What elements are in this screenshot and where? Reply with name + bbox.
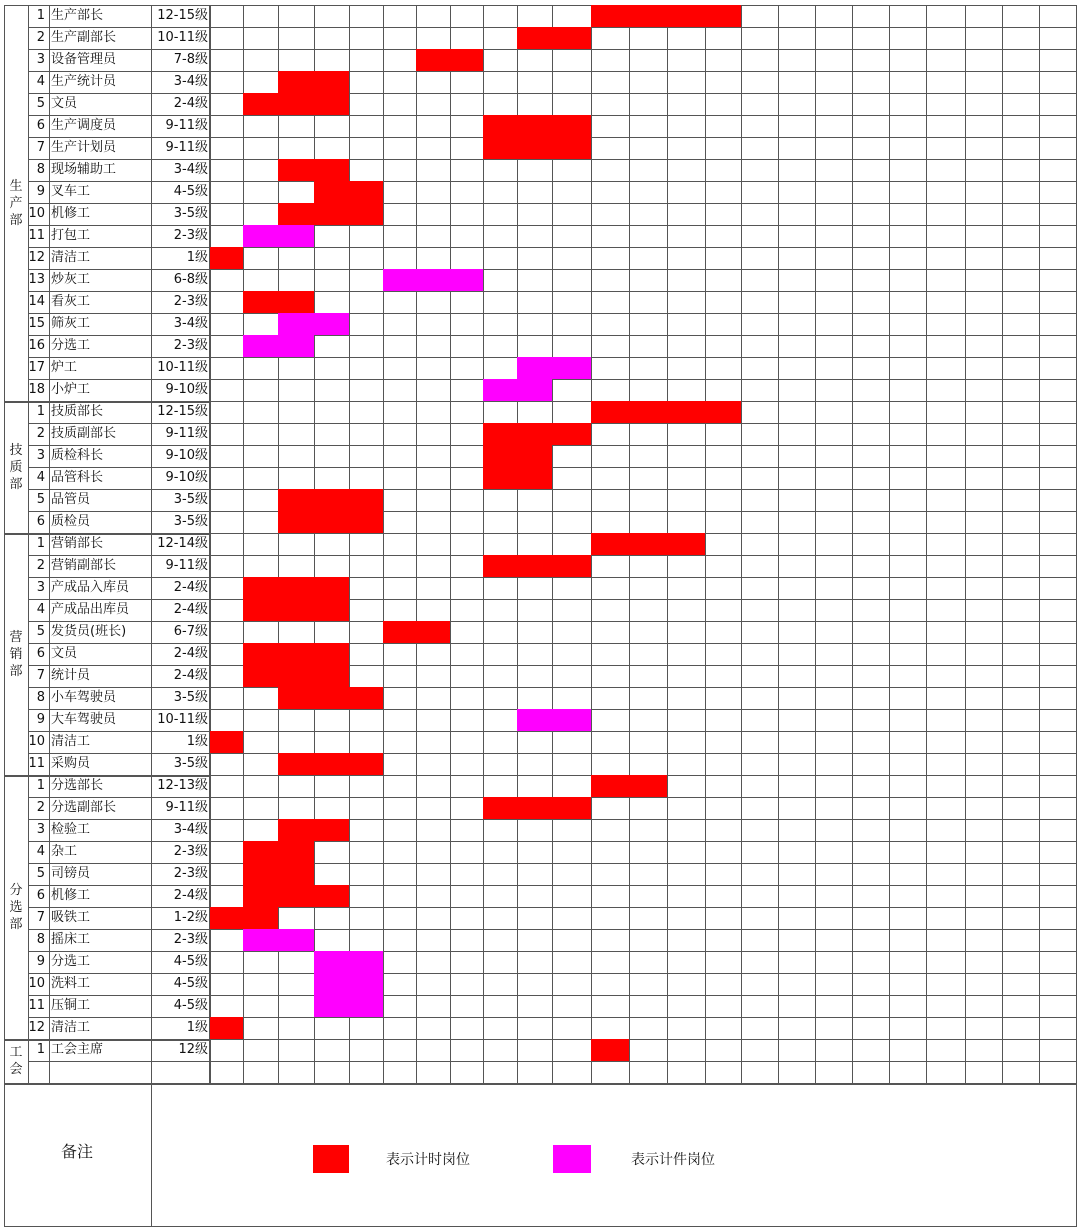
timed-position-cell xyxy=(210,907,278,929)
row-number: 7 xyxy=(36,910,45,925)
grade-range: 3-5级 xyxy=(173,514,208,529)
timed-position-cell xyxy=(243,863,314,885)
timed-position-cell xyxy=(483,445,552,467)
department-label xyxy=(4,533,28,775)
grade-range: 3-5级 xyxy=(173,206,208,221)
timed-position-cell xyxy=(483,555,591,577)
grade-range: 4-5级 xyxy=(173,184,208,199)
grade-range: 12-13级 xyxy=(157,778,208,793)
position-name: 生产部长 xyxy=(51,8,104,23)
timed-position-cell xyxy=(483,467,552,489)
row-number: 5 xyxy=(36,866,45,881)
legend-swatch-timed xyxy=(313,1145,349,1173)
grade-range: 2-4级 xyxy=(173,602,208,617)
grid-line xyxy=(349,5,350,1083)
position-name: 洗料工 xyxy=(51,976,91,991)
position-name: 统计员 xyxy=(51,668,91,683)
timed-position-cell xyxy=(591,1039,629,1061)
row-number: 5 xyxy=(36,96,45,111)
position-name: 大车驾驶员 xyxy=(51,712,117,727)
grade-range: 2-4级 xyxy=(173,646,208,661)
grid-line xyxy=(926,5,927,1083)
row-number: 1 xyxy=(36,8,45,23)
grade-range: 3-5级 xyxy=(173,756,208,771)
timed-position-cell xyxy=(278,819,349,841)
grid-line xyxy=(1039,5,1040,1083)
grade-range: 2-3级 xyxy=(173,932,208,947)
position-name: 工会主席 xyxy=(51,1042,104,1057)
position-name: 文员 xyxy=(51,96,78,111)
position-name: 技质副部长 xyxy=(51,426,117,441)
position-name: 生产统计员 xyxy=(51,74,117,89)
grade-range: 3-5级 xyxy=(173,690,208,705)
grade-range: 12级 xyxy=(178,1042,208,1057)
grid-line xyxy=(889,5,890,1083)
grade-range: 2-4级 xyxy=(173,580,208,595)
position-name: 生产计划员 xyxy=(51,140,117,155)
row-number: 6 xyxy=(36,118,45,133)
timed-position-cell xyxy=(383,621,450,643)
piece-position-cell xyxy=(314,995,383,1017)
row-number: 12 xyxy=(28,1020,45,1035)
timed-position-cell xyxy=(210,247,243,269)
timed-position-cell xyxy=(243,291,314,313)
timed-position-cell xyxy=(243,93,349,115)
position-name: 分选工 xyxy=(51,338,91,353)
piece-position-cell xyxy=(243,335,314,357)
row-number: 18 xyxy=(28,382,45,397)
grade-range: 10-11级 xyxy=(157,360,208,375)
timed-position-cell xyxy=(243,841,314,863)
timed-position-cell xyxy=(243,643,349,665)
position-name: 小车驾驶员 xyxy=(51,690,117,705)
grid-line xyxy=(1002,5,1003,1083)
position-name: 吸铁工 xyxy=(51,910,91,925)
position-name: 设备管理员 xyxy=(51,52,117,67)
position-name: 发货员(班长) xyxy=(51,624,127,639)
department-label xyxy=(4,401,28,533)
position-name: 营销部长 xyxy=(51,536,104,551)
position-name: 司镑员 xyxy=(51,866,91,881)
piece-position-cell xyxy=(314,973,383,995)
timed-position-cell xyxy=(278,489,383,511)
row-number: 6 xyxy=(36,888,45,903)
piece-position-cell xyxy=(383,269,483,291)
timed-position-cell xyxy=(278,511,383,533)
piece-position-cell xyxy=(314,951,383,973)
legend-swatch-piece xyxy=(553,1145,591,1173)
grid-line xyxy=(852,5,853,1083)
timed-position-cell xyxy=(483,137,591,159)
row-number: 1 xyxy=(36,536,45,551)
row-number: 13 xyxy=(28,272,45,287)
grade-range: 10-11级 xyxy=(157,712,208,727)
legend-text-timed: 表示计时岗位 xyxy=(386,1152,470,1168)
grade-range: 9-10级 xyxy=(165,470,208,485)
row-number: 2 xyxy=(36,30,45,45)
grade-range: 4-5级 xyxy=(173,954,208,969)
grade-range: 2-4级 xyxy=(173,96,208,111)
row-number: 11 xyxy=(28,998,45,1013)
grade-range: 2-3级 xyxy=(173,228,208,243)
row-number: 10 xyxy=(28,734,45,749)
row-number: 2 xyxy=(36,426,45,441)
position-name: 机修工 xyxy=(51,888,91,903)
position-name xyxy=(49,1061,151,1083)
piece-position-cell xyxy=(483,379,552,401)
row-number: 4 xyxy=(36,844,45,859)
grade-range: 7-8级 xyxy=(173,52,208,67)
position-name: 生产调度员 xyxy=(51,118,117,133)
grade-range: 12-14级 xyxy=(157,536,208,551)
grade-range: 2-4级 xyxy=(173,888,208,903)
piece-position-cell xyxy=(517,709,591,731)
position-name: 品管科长 xyxy=(51,470,104,485)
row-number: 8 xyxy=(36,690,45,705)
grade-range: 1级 xyxy=(186,734,208,749)
position-name: 叉车工 xyxy=(51,184,91,199)
row-number: 14 xyxy=(28,294,45,309)
grade-range: 3-5级 xyxy=(173,492,208,507)
position-name: 产成品出库员 xyxy=(51,602,130,617)
timed-position-cell xyxy=(243,665,349,687)
timed-position-cell xyxy=(210,1017,243,1039)
grid-line xyxy=(517,5,518,1083)
row-number: 7 xyxy=(36,668,45,683)
position-name: 小炉工 xyxy=(51,382,91,397)
position-name: 质检员 xyxy=(51,514,91,529)
row-number: 8 xyxy=(36,162,45,177)
grid-line xyxy=(552,5,553,1083)
row-number: 3 xyxy=(36,822,45,837)
row-number: 3 xyxy=(36,52,45,67)
grade-range: 2-3级 xyxy=(173,294,208,309)
position-name: 清洁工 xyxy=(51,1020,91,1035)
row-number: 6 xyxy=(36,514,45,529)
row-number: 8 xyxy=(36,932,45,947)
row-number: 3 xyxy=(36,580,45,595)
row-number: 3 xyxy=(36,448,45,463)
timed-position-cell xyxy=(243,599,349,621)
grade-range: 3-4级 xyxy=(173,316,208,331)
row-number: 2 xyxy=(36,800,45,815)
row-number: 5 xyxy=(36,492,45,507)
position-name: 炉工 xyxy=(51,360,78,375)
position-name: 机修工 xyxy=(51,206,91,221)
row-number: 7 xyxy=(36,140,45,155)
row-number: 11 xyxy=(28,756,45,771)
timed-position-cell xyxy=(243,577,349,599)
grade-range: 12-15级 xyxy=(157,8,208,23)
position-name: 分选部长 xyxy=(51,778,104,793)
timed-position-cell xyxy=(517,27,591,49)
row-number: 5 xyxy=(36,624,45,639)
position-name: 分选工 xyxy=(51,954,91,969)
timed-position-cell xyxy=(483,115,591,137)
timed-position-cell xyxy=(483,423,591,445)
row-number: 4 xyxy=(36,74,45,89)
grid-line xyxy=(778,5,779,1083)
grade-range: 3-4级 xyxy=(173,162,208,177)
department-name: 分选部 xyxy=(9,882,23,932)
grade-range xyxy=(151,1061,210,1083)
timed-position-cell xyxy=(278,753,383,775)
position-name: 炒灰工 xyxy=(51,272,91,287)
position-name: 分选副部长 xyxy=(51,800,117,815)
timed-position-cell xyxy=(416,49,483,71)
row-number: 1 xyxy=(36,1042,45,1057)
grade-range: 9-10级 xyxy=(165,382,208,397)
grid-line xyxy=(383,5,384,1083)
piece-position-cell xyxy=(517,357,591,379)
position-name: 品管员 xyxy=(51,492,91,507)
row-number: 11 xyxy=(28,228,45,243)
position-name: 生产副部长 xyxy=(51,30,117,45)
grade-range: 9-11级 xyxy=(165,426,208,441)
position-name: 清洁工 xyxy=(51,734,91,749)
department-name: 营销部 xyxy=(9,629,23,679)
grade-range: 6-7级 xyxy=(173,624,208,639)
grid-line xyxy=(483,5,484,1083)
grade-range: 1-2级 xyxy=(173,910,208,925)
position-name: 现场辅助工 xyxy=(51,162,117,177)
position-name: 营销副部长 xyxy=(51,558,117,573)
grade-range: 3-4级 xyxy=(173,822,208,837)
grade-range: 9-11级 xyxy=(165,558,208,573)
grid-line xyxy=(416,5,417,1083)
grade-range: 3-4级 xyxy=(173,74,208,89)
row-number: 10 xyxy=(28,976,45,991)
grade-range: 6-8级 xyxy=(173,272,208,287)
grid-line xyxy=(705,5,706,1083)
row-number: 4 xyxy=(36,470,45,485)
position-name: 文员 xyxy=(51,646,78,661)
row-number: 9 xyxy=(36,184,45,199)
position-name: 打包工 xyxy=(51,228,91,243)
position-name: 清洁工 xyxy=(51,250,91,265)
department-name: 技质部 xyxy=(9,442,23,492)
position-name: 看灰工 xyxy=(51,294,91,309)
timed-position-cell xyxy=(314,181,383,203)
position-name: 杂工 xyxy=(51,844,78,859)
row-number: 4 xyxy=(36,602,45,617)
grid-line xyxy=(965,5,966,1083)
legend-text-piece: 表示计件岗位 xyxy=(631,1152,715,1168)
grade-range: 9-11级 xyxy=(165,140,208,155)
grid-line xyxy=(4,1226,1077,1227)
timed-position-cell xyxy=(591,5,741,27)
grade-range: 2-3级 xyxy=(173,844,208,859)
row-number: 12 xyxy=(28,250,45,265)
timed-position-cell xyxy=(483,797,591,819)
grade-range: 2-3级 xyxy=(173,866,208,881)
grade-range: 4-5级 xyxy=(173,998,208,1013)
grid-line xyxy=(1076,1083,1077,1226)
position-name: 摇床工 xyxy=(51,932,91,947)
department-label xyxy=(4,1039,28,1083)
grid-line xyxy=(450,5,451,1083)
department-label xyxy=(4,775,28,1039)
grade-range: 1级 xyxy=(186,1020,208,1035)
row-number: 9 xyxy=(36,954,45,969)
timed-position-cell xyxy=(278,71,349,93)
timed-position-cell xyxy=(591,533,705,555)
grid-line xyxy=(4,1083,1077,1085)
row-number xyxy=(28,1061,49,1083)
row-number: 2 xyxy=(36,558,45,573)
timed-position-cell xyxy=(243,885,349,907)
grade-range: 9-11级 xyxy=(165,800,208,815)
timed-position-cell xyxy=(591,775,667,797)
grade-range: 2-4级 xyxy=(173,668,208,683)
position-name: 采购员 xyxy=(51,756,91,771)
grade-range: 4-5级 xyxy=(173,976,208,991)
grid-line xyxy=(1076,5,1077,1083)
row-number: 1 xyxy=(36,404,45,419)
grid-line xyxy=(815,5,816,1083)
timed-position-cell xyxy=(278,203,383,225)
row-number: 15 xyxy=(28,316,45,331)
piece-position-cell xyxy=(243,929,314,951)
department-label xyxy=(4,5,28,401)
position-name: 产成品入库员 xyxy=(51,580,130,595)
piece-position-cell xyxy=(243,225,314,247)
row-number: 1 xyxy=(36,778,45,793)
department-name: 工会 xyxy=(9,1045,23,1077)
timed-position-cell xyxy=(591,401,741,423)
position-name: 压铜工 xyxy=(51,998,91,1013)
position-name: 检验工 xyxy=(51,822,91,837)
row-number: 9 xyxy=(36,712,45,727)
timed-position-cell xyxy=(210,731,243,753)
grade-range: 12-15级 xyxy=(157,404,208,419)
position-name: 技质部长 xyxy=(51,404,104,419)
position-name: 质检科长 xyxy=(51,448,104,463)
grid-line xyxy=(741,5,742,1083)
grade-range: 2-3级 xyxy=(173,338,208,353)
timed-position-cell xyxy=(278,159,349,181)
grade-range: 10-11级 xyxy=(157,30,208,45)
piece-position-cell xyxy=(278,313,349,335)
row-number: 16 xyxy=(28,338,45,353)
grade-range: 1级 xyxy=(186,250,208,265)
row-number: 6 xyxy=(36,646,45,661)
remarks-label: 备注 xyxy=(60,1142,93,1161)
grade-range: 9-10级 xyxy=(165,448,208,463)
department-name: 生产部 xyxy=(9,178,23,228)
timed-position-cell xyxy=(278,687,383,709)
row-number: 10 xyxy=(28,206,45,221)
grade-range: 9-11级 xyxy=(165,118,208,133)
position-name: 筛灰工 xyxy=(51,316,91,331)
grid-line xyxy=(151,1083,152,1226)
row-number: 17 xyxy=(28,360,45,375)
